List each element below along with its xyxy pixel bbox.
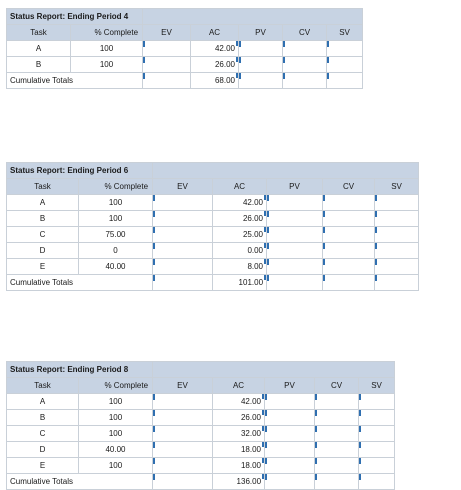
table-row (7, 227, 419, 243)
pv-total-input[interactable] (265, 474, 315, 490)
ev-input[interactable] (153, 211, 213, 227)
status-report-period-6 (6, 162, 419, 291)
sv-total-input[interactable] (375, 275, 419, 291)
column-header-sv: SV (327, 25, 363, 41)
ac-value: 26.00 (213, 410, 265, 426)
ac-value: 0.00 (213, 243, 267, 259)
sv-input[interactable] (375, 227, 419, 243)
cumulative-totals-label: Cumulative Totals (7, 474, 153, 490)
table-row (7, 394, 395, 410)
column-header-ac: AC (191, 25, 239, 41)
sv-input[interactable] (375, 243, 419, 259)
header-spacer (143, 9, 363, 25)
column-header-ac: AC (213, 179, 267, 195)
sv-input[interactable] (359, 394, 395, 410)
column-header-pv: PV (267, 179, 323, 195)
column-header-cv: CV (315, 378, 359, 394)
sv-input[interactable] (359, 442, 395, 458)
percent-complete-cell: 100 (71, 57, 143, 73)
column-header-ev: EV (153, 179, 213, 195)
ac-total-value: 101.00 (213, 275, 267, 291)
pv-input[interactable] (267, 211, 323, 227)
report-title: Status Report: Ending Period 8 (7, 362, 153, 378)
table-row (7, 442, 395, 458)
table-row (7, 426, 395, 442)
ac-value: 25.00 (213, 227, 267, 243)
task-cell: E (7, 259, 79, 275)
column-header-ev: EV (153, 378, 213, 394)
ac-total-value: 136.00 (213, 474, 265, 490)
ev-total-input[interactable] (153, 275, 213, 291)
task-cell: D (7, 243, 79, 259)
cumulative-totals-row (7, 275, 419, 291)
sv-input[interactable] (375, 195, 419, 211)
ac-value: 18.00 (213, 442, 265, 458)
cv-input[interactable] (323, 195, 375, 211)
task-cell: C (7, 426, 79, 442)
cv-input[interactable] (315, 394, 359, 410)
percent-complete-cell: 40.00 (79, 442, 153, 458)
cv-input[interactable] (315, 458, 359, 474)
ev-input[interactable] (153, 259, 213, 275)
pv-input[interactable] (239, 57, 283, 73)
sv-total-input[interactable] (327, 73, 363, 89)
percent-complete-cell: 0 (79, 243, 153, 259)
sv-input[interactable] (327, 41, 363, 57)
table-row (7, 259, 419, 275)
column-header-pv: PV (239, 25, 283, 41)
column-header-percent-complete: % Complete (71, 25, 143, 41)
ev-input[interactable] (153, 195, 213, 211)
pv-input[interactable] (267, 243, 323, 259)
task-cell: B (7, 211, 79, 227)
task-cell: C (7, 227, 79, 243)
report-title: Status Report: Ending Period 4 (7, 9, 143, 25)
column-header-task: Task (7, 179, 79, 195)
cv-input[interactable] (315, 410, 359, 426)
ev-input[interactable] (153, 426, 213, 442)
table-row (7, 195, 419, 211)
table-row (7, 243, 419, 259)
status-report-period-4 (6, 8, 363, 89)
ev-input[interactable] (153, 442, 213, 458)
percent-complete-cell: 100 (79, 410, 153, 426)
percent-complete-cell: 100 (79, 211, 153, 227)
column-header-percent-complete: % Complete (79, 179, 153, 195)
percent-complete-cell: 100 (79, 458, 153, 474)
pv-input[interactable] (265, 426, 315, 442)
ac-value: 32.00 (213, 426, 265, 442)
column-header-task: Task (7, 378, 79, 394)
ev-total-input[interactable] (143, 73, 191, 89)
table-row (7, 410, 395, 426)
ac-value: 26.00 (191, 57, 239, 73)
column-header-percent-complete: % Complete (79, 378, 153, 394)
task-cell: A (7, 195, 79, 211)
ev-input[interactable] (143, 41, 191, 57)
ev-input[interactable] (153, 227, 213, 243)
cv-input[interactable] (315, 426, 359, 442)
ev-input[interactable] (153, 243, 213, 259)
table-row (7, 41, 363, 57)
percent-complete-cell: 40.00 (79, 259, 153, 275)
cumulative-totals-row (7, 73, 363, 89)
sv-input[interactable] (359, 410, 395, 426)
task-cell: B (7, 410, 79, 426)
percent-complete-cell: 75.00 (79, 227, 153, 243)
ac-value: 18.00 (213, 458, 265, 474)
cv-input[interactable] (323, 243, 375, 259)
cv-input[interactable] (315, 442, 359, 458)
table-row (7, 458, 395, 474)
task-cell: D (7, 442, 79, 458)
header-spacer (153, 362, 395, 378)
ac-value: 8.00 (213, 259, 267, 275)
report-title: Status Report: Ending Period 6 (7, 163, 153, 179)
status-report-period-8 (6, 361, 395, 490)
ev-input[interactable] (153, 410, 213, 426)
pv-input[interactable] (267, 227, 323, 243)
pv-total-input[interactable] (267, 275, 323, 291)
pv-input[interactable] (267, 259, 323, 275)
sv-input[interactable] (327, 57, 363, 73)
header-spacer (153, 163, 419, 179)
column-header-sv: SV (375, 179, 419, 195)
column-header-cv: CV (323, 179, 375, 195)
cv-input[interactable] (323, 227, 375, 243)
pv-input[interactable] (265, 442, 315, 458)
sv-input[interactable] (359, 426, 395, 442)
pv-total-input[interactable] (239, 73, 283, 89)
ev-input[interactable] (153, 458, 213, 474)
ac-value: 26.00 (213, 211, 267, 227)
cv-input[interactable] (283, 57, 327, 73)
column-header-cv: CV (283, 25, 327, 41)
cumulative-totals-label: Cumulative Totals (7, 73, 143, 89)
task-cell: B (7, 57, 71, 73)
sv-total-input[interactable] (359, 474, 395, 490)
column-header-pv: PV (265, 378, 315, 394)
cv-input[interactable] (323, 211, 375, 227)
cv-total-input[interactable] (283, 73, 327, 89)
task-cell: A (7, 394, 79, 410)
percent-complete-cell: 100 (79, 195, 153, 211)
pv-input[interactable] (265, 394, 315, 410)
table-row (7, 211, 419, 227)
sv-input[interactable] (359, 458, 395, 474)
pv-input[interactable] (265, 458, 315, 474)
ev-total-input[interactable] (153, 474, 213, 490)
pv-input[interactable] (265, 410, 315, 426)
ev-input[interactable] (143, 57, 191, 73)
sv-input[interactable] (375, 211, 419, 227)
column-header-ev: EV (143, 25, 191, 41)
cv-total-input[interactable] (315, 474, 359, 490)
column-header-sv: SV (359, 378, 395, 394)
ac-value: 42.00 (191, 41, 239, 57)
ac-value: 42.00 (213, 394, 265, 410)
table-row (7, 57, 363, 73)
ac-total-value: 68.00 (191, 73, 239, 89)
sv-input[interactable] (375, 259, 419, 275)
task-cell: A (7, 41, 71, 57)
pv-input[interactable] (239, 41, 283, 57)
cv-input[interactable] (283, 41, 327, 57)
pv-input[interactable] (267, 195, 323, 211)
cv-total-input[interactable] (323, 275, 375, 291)
cumulative-totals-label: Cumulative Totals (7, 275, 153, 291)
cv-input[interactable] (323, 259, 375, 275)
column-header-task: Task (7, 25, 71, 41)
ac-value: 42.00 (213, 195, 267, 211)
percent-complete-cell: 100 (79, 426, 153, 442)
percent-complete-cell: 100 (71, 41, 143, 57)
percent-complete-cell: 100 (79, 394, 153, 410)
ev-input[interactable] (153, 394, 213, 410)
column-header-ac: AC (213, 378, 265, 394)
task-cell: E (7, 458, 79, 474)
cumulative-totals-row (7, 474, 395, 490)
